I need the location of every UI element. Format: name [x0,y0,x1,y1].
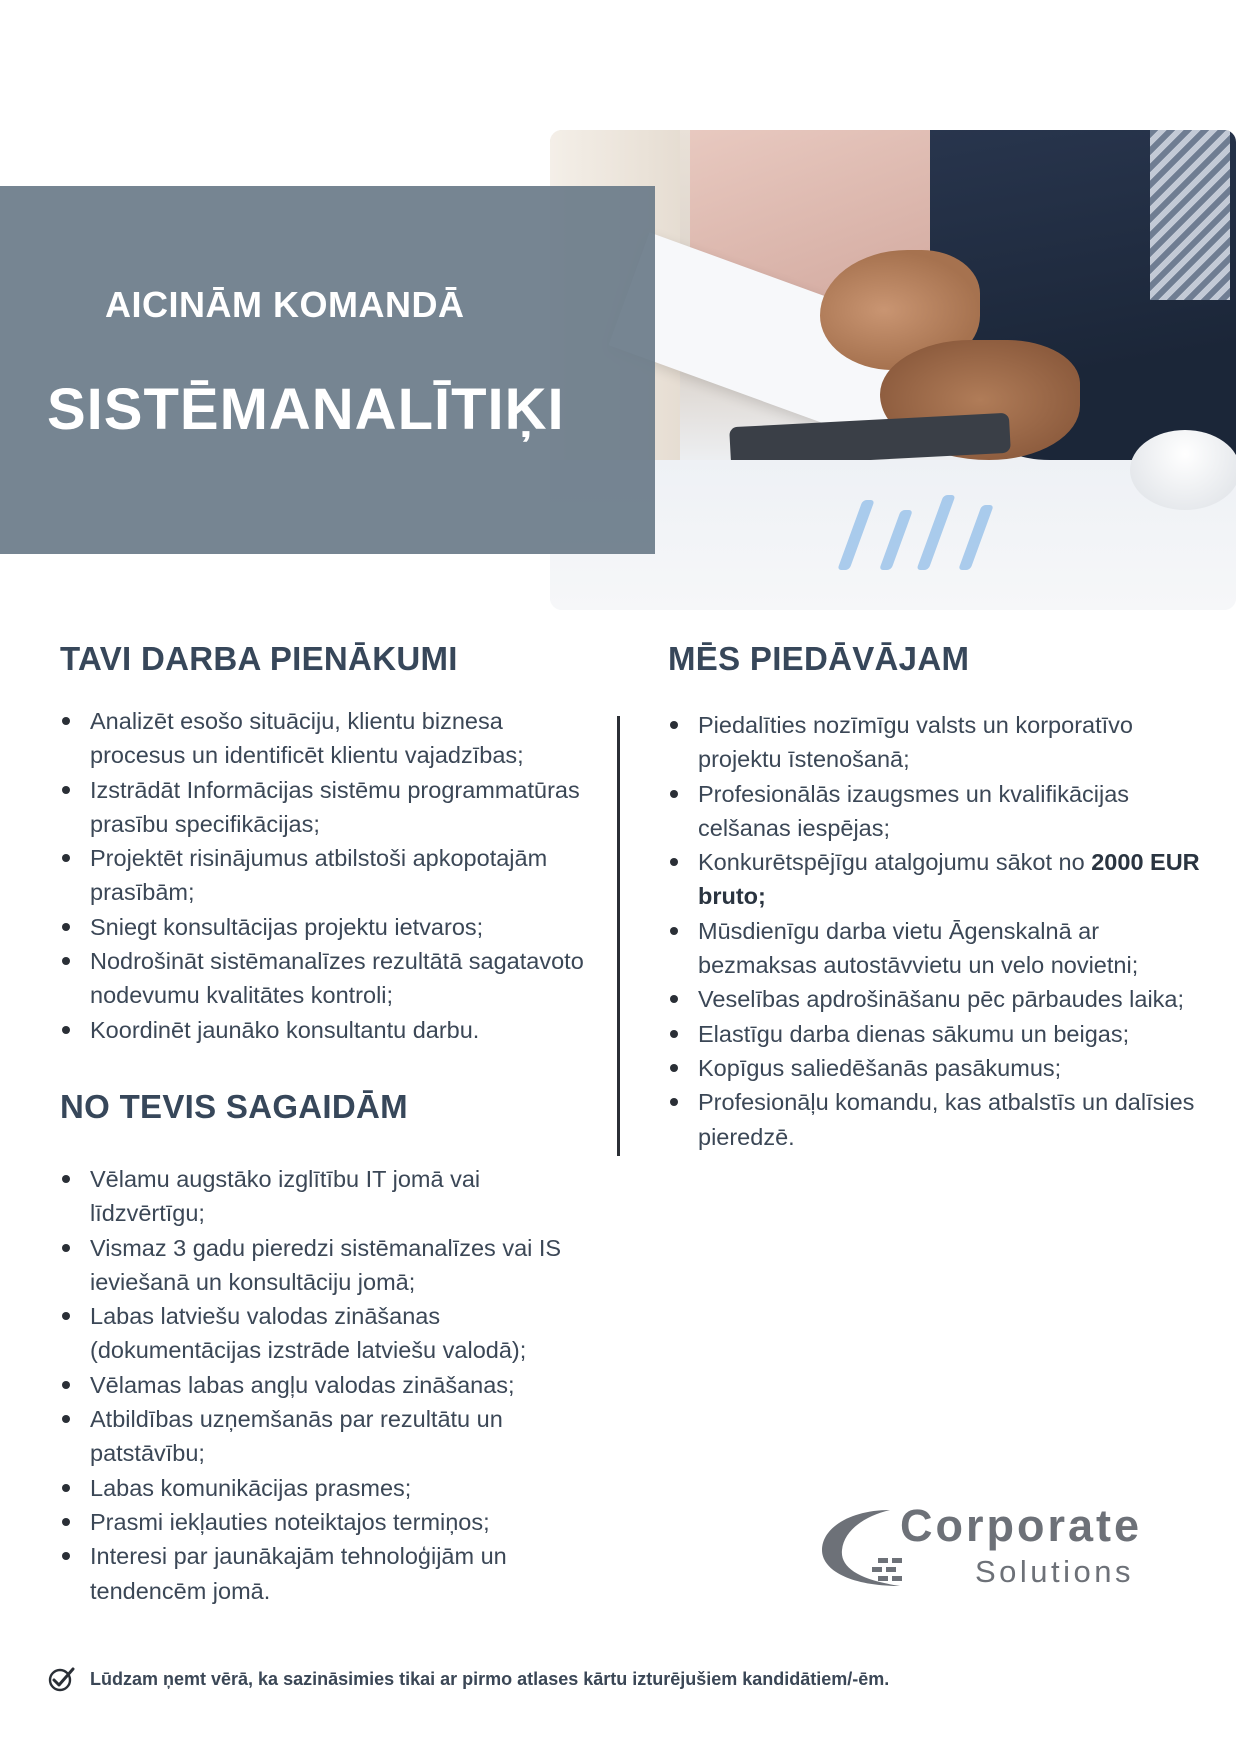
salary-prefix: Konkurētspējīgu atalgojumu sākot no [698,849,1092,876]
list-item: Izstrādāt Informācijas sistēmu programmatūras prasību specifikācijas; [60,773,600,842]
bullet-icon [62,957,70,965]
list-item: Sniegt konsultācijas projektu ietvaros; [60,910,600,944]
offer-section [668,640,1213,1154]
photo-striped-shirt [1150,130,1230,300]
list-item: Profesionālās izaugsmes un kvalifikācijas celšanas iespējas; [668,777,1213,846]
bullet-icon [670,1030,678,1038]
list-item: Koordinēt jaunāko konsultantu darbu. [60,1013,600,1047]
bullet-icon [62,786,70,794]
logo-word-corporate: Corporate [900,1500,1143,1551]
bullet-icon [62,854,70,862]
bullet-icon [670,721,678,729]
duties-section [60,640,600,1047]
bullet-icon [670,927,678,935]
list-item: Atbildības uzņemšanās par rezultātu un patstāvību; [60,1402,600,1471]
bullet-icon [62,1518,70,1526]
requirements-list [60,1162,600,1608]
logo-word-solutions: Solutions [975,1554,1135,1589]
bullet-icon [670,1064,678,1072]
list-item: Elastīgu darba dienas sākumu un beigas; [668,1017,1213,1051]
salary-amount: 2000 EUR bruto; [698,849,1200,910]
list-item: Vismaz 3 gadu pieredzi sistēmanalīzes vai IS ieviešanā un konsultāciju jomā; [60,1231,600,1300]
list-item: Prasmi iekļauties noteiktajos termiņos; [60,1505,600,1539]
bullet-icon [670,1098,678,1106]
list-item: Labas latviešu valodas zināšanas (dokumentācijas izstrāde latviešu valodā); [60,1299,600,1368]
list-item: Veselības apdrošināšanu pēc pārbaudes laika; [668,982,1213,1016]
requirements-heading: NO TEVIS SAGAIDĀM [60,1088,408,1125]
title-banner [0,186,655,554]
bullet-icon [62,1381,70,1389]
bullet-icon [62,1175,70,1183]
list-item: Mūsdienīgu darba vietu Āgenskalnā ar bezmaksas autostāvvietu un velo novietni; [668,914,1213,983]
list-item: Interesi par jaunākajām tehnoloģijām un tendencēm jomā. [60,1539,600,1608]
bullet-icon [62,1552,70,1560]
list-item: Vēlamu augstāko izglītību IT jomā vai līdzvērtīgu; [60,1162,600,1231]
bullet-icon [62,1026,70,1034]
check-circle-icon [48,1665,76,1693]
duties-list [60,704,600,1047]
bullet-icon [62,1244,70,1252]
list-item: Labas komunikācijas prasmes; [60,1471,600,1505]
requirements-section [60,1088,600,1608]
offer-heading: MĒS PIEDĀVĀJAM [668,640,970,677]
photo-mug [1130,430,1236,510]
list-item: Vēlamas labas angļu valodas zināšanas; [60,1368,600,1402]
offer-list [668,708,1213,1154]
list-item: Analizēt esošo situāciju, klientu biznesa procesus un identificēt klientu vajadzības; [60,704,600,773]
banner-kicker: AICINĀM KOMANDĀ [105,284,465,325]
list-item: Profesionāļu komandu, kas atbalstīs un dalīsies pieredzē. [668,1085,1213,1154]
column-divider [617,716,620,1156]
duties-heading: TAVI DARBA PIENĀKUMI [60,640,458,677]
bullet-icon [62,1484,70,1492]
bullet-icon [62,717,70,725]
bullet-icon [670,995,678,1003]
corporate-solutions-logo [820,1500,1150,1600]
bullet-icon [670,790,678,798]
footer-text: Lūdzam ņemt vērā, ka sazināsimies tikai ar pirmo atlases kārtu izturējušiem kandidātiem/-ēm. [90,1668,890,1689]
bullet-icon [62,1415,70,1423]
bullet-icon [670,858,678,866]
list-item: Piedalīties nozīmīgu valsts un korporatīvo projektu īstenošanā; [668,708,1213,777]
list-item: Kopīgus saliedēšanās pasākumus; [668,1051,1213,1085]
list-item: Nodrošināt sistēmanalīzes rezultātā sagatavoto nodevumu kvalitātes kontroli; [60,944,600,1013]
bullet-icon [62,923,70,931]
job-title: SISTĒMANALĪTIĶI [47,377,565,442]
list-item-salary [668,845,1213,914]
bullet-icon [62,1312,70,1320]
footer-note [48,1664,889,1694]
list-item: Projektēt risinājumus atbilstoši apkopotajām prasībām; [60,841,600,910]
